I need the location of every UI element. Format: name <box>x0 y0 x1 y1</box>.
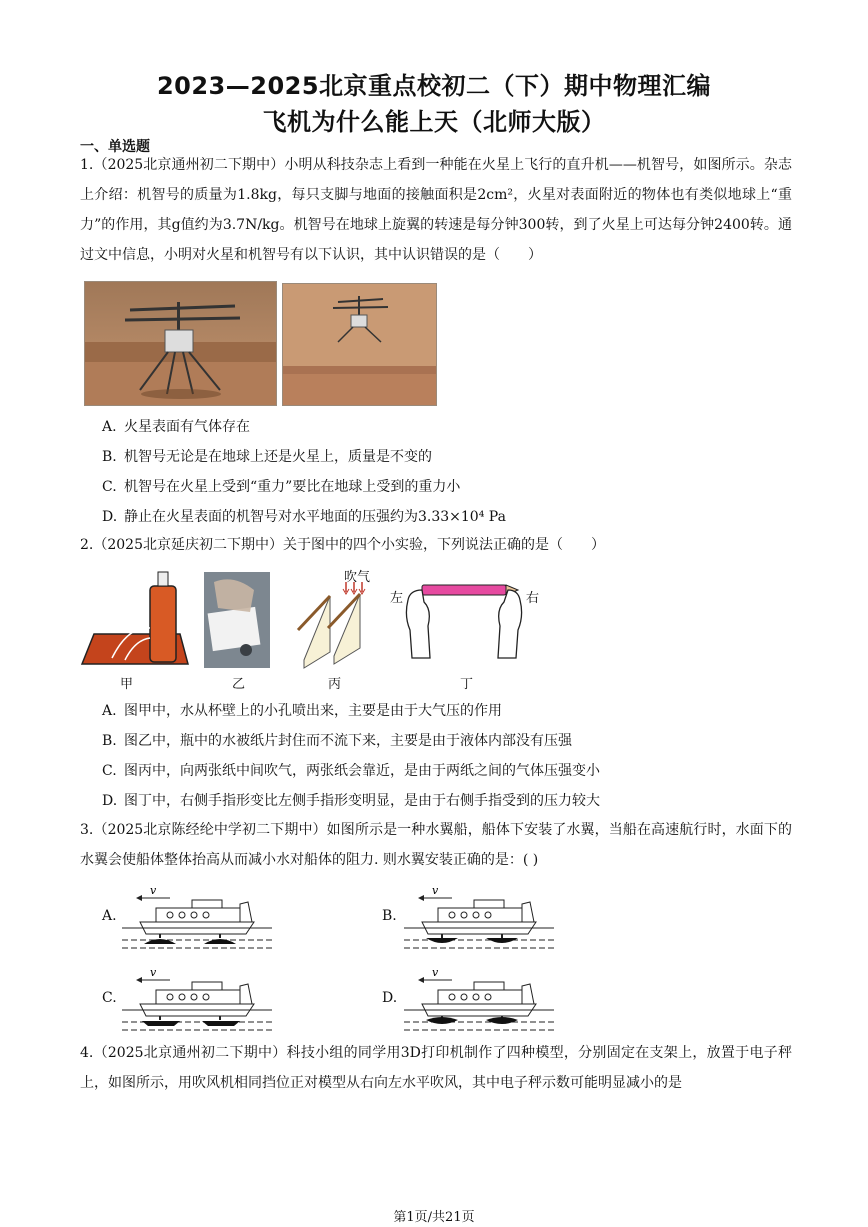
svg-text:v: v <box>150 966 157 979</box>
q2-option-b: B. 图乙中，瓶中的水被纸片封住而不流下来，主要是由于液体内部没有压强 <box>102 733 572 749</box>
q1-option-a: A. 火星表面有气体存在 <box>102 419 250 435</box>
figure-ding-pencil-fingers <box>404 580 524 662</box>
caption-yi: 乙 <box>232 677 246 692</box>
hydrofoil-boat-a <box>122 882 272 954</box>
doc-title-line1: 2023—2025北京重点校初二（下）期中物理汇编 <box>156 72 712 100</box>
q1-option-c: C. 机智号在火星上受到“重力”要比在地球上受到的重力小 <box>102 479 461 495</box>
q3-option-b-label: B. <box>382 908 397 924</box>
hydrofoil-boat-c <box>122 964 272 1036</box>
hydrofoil-boat-b <box>404 882 554 954</box>
svg-text:v: v <box>150 884 157 897</box>
q3-option-d-label: D. <box>382 990 398 1006</box>
helicopter-photo-2 <box>282 283 437 406</box>
caption-blow: 吹气 <box>344 570 371 585</box>
caption-jia: 甲 <box>120 677 134 692</box>
q2-option-a: A. 图甲中，水从杯壁上的小孔喷出来，主要是由于大气压的作用 <box>102 703 502 719</box>
q2-option-c: C. 图丙中，向两张纸中间吹气，两张纸会靠近，是由于两纸之间的气体压强变小 <box>102 763 600 779</box>
figure-bing-two-papers <box>294 582 378 672</box>
svg-text:v: v <box>432 884 439 897</box>
question-2-stem: 2.（2025北京延庆初二下期中）关于图中的四个小实验，下列说法正确的是（ ） <box>80 537 605 553</box>
doc-title-line2: 飞机为什么能上天（北师大版） <box>262 108 606 136</box>
q2-option-d: D. 图丁中，右侧手指形变比左侧手指形变明显，是由于右侧手指受到的压力较大 <box>102 793 600 809</box>
figure-jia-bottle <box>80 568 190 670</box>
hydrofoil-boat-d <box>404 964 554 1036</box>
svg-text:v: v <box>432 966 439 979</box>
section-heading: 一、单选题 <box>80 139 150 155</box>
question-1-stem: 1.（2025北京通州初二下期中）小明从科技杂志上看到一种能在火星上飞行的直升机——机智号，如图所示。杂志上介绍：机智号的质量为1.8kg，每只支脚与地面的接触面积是2cm²，火星对表面附近的物体也有类似地球上“重力”的作用，其g值约为3.7N/kg。机智号在地球上旋翼的转速是每分钟300转，到了火星上可达每分钟2400转。通过文中信息，小明对火星和机智号有以下认识，其中认识错误的是（ ） <box>80 157 792 263</box>
q3-option-a-label: A. <box>102 908 117 924</box>
caption-ding: 丁 <box>460 677 474 692</box>
q1-option-b: B. 机智号无论是在地球上还是火星上，质量是不变的 <box>102 449 432 465</box>
question-4-stem: 4.（2025北京通州初二下期中）科技小组的同学用3D打印机制作了四种模型，分别固定在支架上，放置于电子秤上，如图所示，用吹风机相同挡位正对模型从右向左水平吹风，其中电子秤示数可能明显减小的是 <box>80 1045 792 1091</box>
label-left: 左 <box>390 591 404 606</box>
caption-bing: 丙 <box>328 677 342 692</box>
helicopter-photo-1 <box>84 281 277 406</box>
question-3-stem: 3.（2025北京陈经纶中学初二下期中）如图所示是一种水翼船，船体下安装了水翼，当船在高速航行时，水面下的水翼会使船体整体抬高从而减小水对船体的阻力. 则水翼安装正确的是：( ) <box>80 822 792 868</box>
q3-option-c-label: C. <box>102 990 117 1006</box>
figure-yi-paper-cup <box>204 572 270 668</box>
q1-option-d: D. 静止在火星表面的机智号对水平地面的压强约为3.33×10⁴ Pa <box>102 509 506 525</box>
page-footer: 第1页/共21页 <box>393 1210 475 1225</box>
label-right: 右 <box>526 591 540 606</box>
